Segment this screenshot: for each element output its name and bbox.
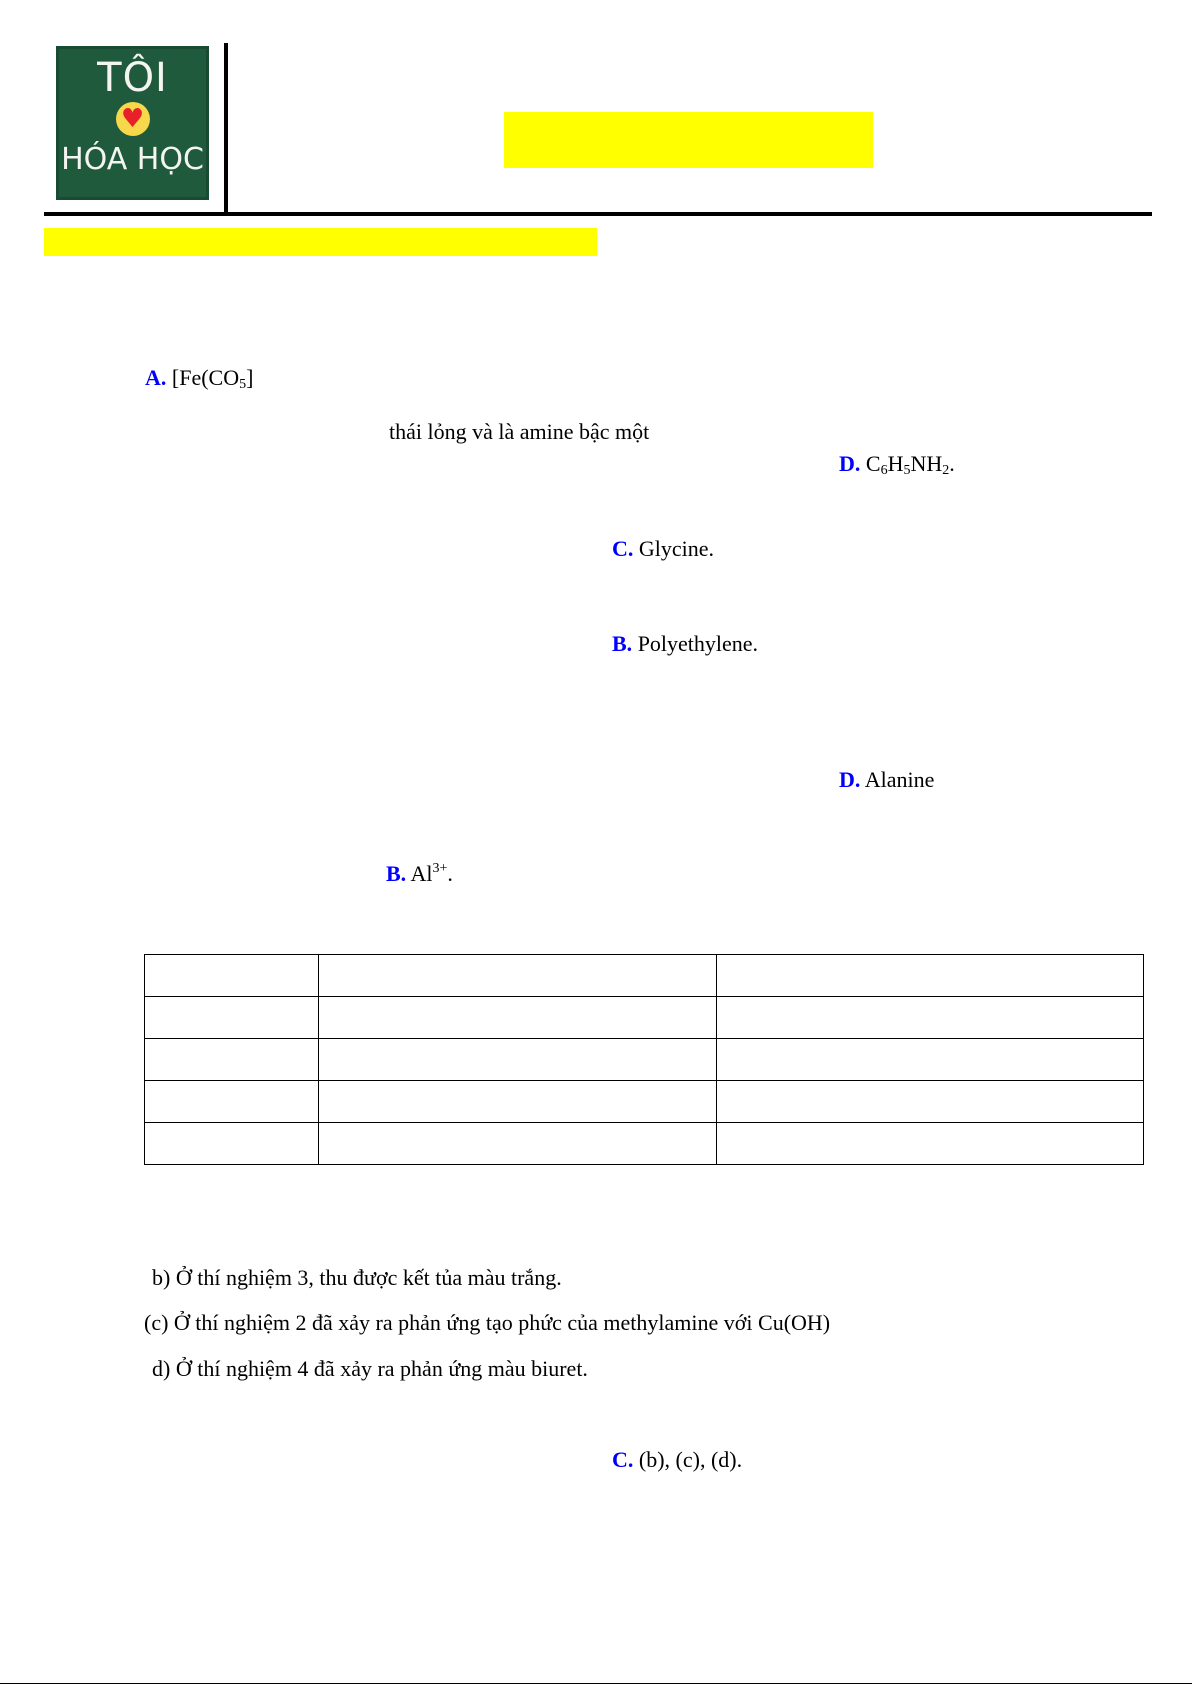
q5-option-d (839, 767, 934, 793)
table-row (145, 997, 1144, 1039)
statement-c: (c) Ở thí nghiệm 2 đã xảy ra phản ứng tạo phức của methylamine với Cu(OH) (144, 1310, 831, 1335)
header-horizontal-divider (44, 212, 1152, 216)
table-row (145, 955, 1144, 997)
table-cell (145, 955, 319, 997)
statement-b: b) Ở thí nghiệm 3, thu được kết tủa màu trắng. (152, 1265, 562, 1290)
table-cell (145, 1039, 319, 1081)
option-text: $Al^{3+}$. (410, 861, 453, 886)
option-label: B. (612, 631, 633, 656)
q2-option-d (839, 451, 955, 477)
header-vertical-divider (224, 43, 228, 213)
option-text: $C_6H_5NH_2$. (865, 451, 955, 478)
table-cell (717, 1123, 1144, 1165)
q2-question-fragment: thái lỏng và là amine bậc một (389, 419, 650, 444)
option-label: A. (145, 365, 167, 390)
table-cell (717, 1039, 1144, 1081)
table-cell (319, 1039, 717, 1081)
option-label: D. (839, 767, 861, 792)
table-cell (717, 955, 1144, 997)
logo-line2: HÓA HỌC (61, 142, 204, 177)
experiment-table (144, 954, 1144, 1165)
q6-option-b (386, 861, 453, 887)
option-text: Glycine. (638, 536, 715, 561)
option-text: [$Fe(CO_5]$ (171, 365, 254, 392)
table-cell (145, 1123, 319, 1165)
heart-icon: ♥ (116, 102, 150, 136)
logo-line1: TÔI (97, 55, 168, 101)
option-text: (b), (c), (d). (638, 1447, 743, 1472)
table-cell (319, 1123, 717, 1165)
table-row (145, 1081, 1144, 1123)
table-cell (319, 1081, 717, 1123)
q3-option-c (612, 536, 714, 562)
table-cell (319, 997, 717, 1039)
table-cell (145, 1081, 319, 1123)
table-row (145, 1039, 1144, 1081)
page-bottom-rule (0, 1683, 1192, 1684)
option-label: C. (612, 1447, 634, 1472)
table-cell (717, 997, 1144, 1039)
option-label: B. (386, 861, 407, 886)
q4-option-b (612, 631, 758, 657)
title-highlight-redacted (504, 112, 873, 168)
logo (56, 46, 209, 200)
option-text: Polyethylene. (637, 631, 759, 656)
q1-option-a (145, 365, 253, 391)
option-label: C. (612, 536, 634, 561)
q7-option-c (612, 1447, 742, 1473)
table-cell (717, 1081, 1144, 1123)
subtitle-highlight-redacted (44, 228, 597, 256)
option-label: D. (839, 451, 861, 476)
table-cell (145, 997, 319, 1039)
table-row (145, 1123, 1144, 1165)
table-cell (319, 955, 717, 997)
statement-d: d) Ở thí nghiệm 4 đã xảy ra phản ứng màu biuret. (152, 1356, 588, 1381)
option-text: Alanine (864, 767, 935, 792)
